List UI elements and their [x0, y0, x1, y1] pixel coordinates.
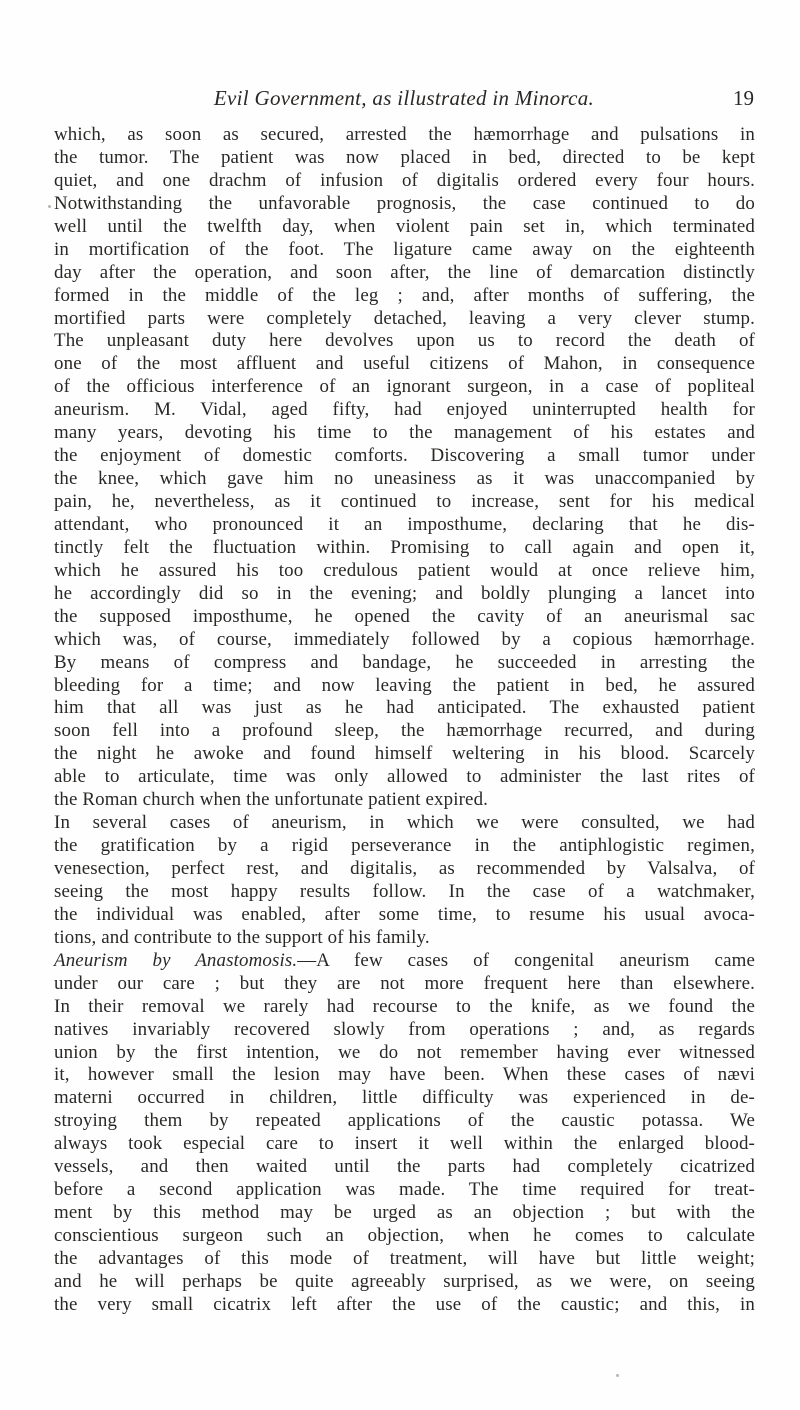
text-line [54, 950, 755, 973]
text-line: union by the first intention, we do not remember having ever witnessed [54, 1041, 755, 1063]
running-head [54, 86, 754, 110]
text-line: the supposed imposthume, he opened the cavity of an aneurismal sac [54, 605, 755, 627]
text-line: natives invariably recovered slowly from operations ; and, as regards [54, 1018, 755, 1040]
text-line: always took especial care to insert it well within the enlarged blood- [54, 1133, 755, 1155]
text-line: the individual was enabled, after some time, to resume his usual avoca- [54, 903, 755, 925]
text-line: materni occurred in children, little difficulty was experienced in de- [54, 1087, 755, 1109]
text-line: able to articulate, time was only allowed to administer the last rites of [54, 766, 755, 788]
text-line: mortified parts were completely detached, leaving a very clever stump. [54, 307, 755, 329]
paper-speck [616, 1374, 619, 1377]
text-line: day after the operation, and soon after, the line of demarcation distinctly [54, 261, 755, 283]
text-line: the advantages of this mode of treatment, will have but little weight; [54, 1247, 755, 1269]
text-line: tions, and contribute to the support of his family. [54, 926, 430, 948]
text-run: —A few cases of congenital aneurism came [297, 949, 755, 971]
text-line: the Roman church when the unfortunate patient expired. [54, 789, 489, 811]
text-line: the very small cicatrix left after the use of the caustic; and this, in [54, 1293, 755, 1315]
text-line: In their removal we rarely had recourse to the knife, as we found the [54, 995, 755, 1017]
text-line: well until the twelfth day, when violent pain set in, which terminated [54, 215, 755, 237]
text-line: under our care ; but they are not more frequent here than elsewhere. [54, 972, 755, 994]
text-line: aneurism. M. Vidal, aged fifty, had enjoyed uninterrupted health for [54, 399, 755, 421]
text-line: Notwithstanding the unfavorable prognosis, the case continued to do [54, 192, 755, 214]
text-line: bleeding for a time; and now leaving the patient in bed, he assured [54, 674, 755, 696]
text-line: quiet, and one drachm of infusion of digitalis ordered every four hours. [54, 169, 755, 191]
text-line: the gratification by a rigid perseverance in the antiphlogistic regimen, [54, 835, 755, 857]
text-line: which, as soon as secured, arrested the hæmorrhage and pulsations in [54, 124, 755, 145]
text-line: it, however small the lesion may have been. When these cases of nævi [54, 1064, 755, 1086]
text-line: many years, devoting his time to the management of his estates and [54, 422, 755, 444]
text-line: he accordingly did so in the evening; and boldly plunging a lancet into [54, 582, 755, 604]
text-line: the tumor. The patient was now placed in bed, directed to be kept [54, 146, 755, 168]
text-line: the night he awoke and found himself weltering in his blood. Scarcely [54, 743, 755, 765]
text-line: venesection, perfect rest, and digitalis, as recommended by Valsalva, of [54, 858, 755, 879]
text-line: before a second application was made. The time required for treat- [54, 1179, 755, 1201]
text-line: seeing the most happy results follow. In the case of a watchmaker, [54, 880, 755, 902]
paper-speck [48, 205, 51, 208]
text-line: ment by this method may be urged as an objection ; but with the [54, 1202, 755, 1224]
text-line: In several cases of aneurism, in which we were consulted, we had [54, 812, 755, 834]
text-line: conscientious surgeon such an objection, when he comes to calculate [54, 1225, 755, 1246]
text-line: soon fell into a profound sleep, the hæmorrhage recurred, and during [54, 720, 755, 742]
section-heading-anastomosis: Aneurism by Anastomosis. [54, 949, 298, 971]
text-line: which was, of course, immediately followed by a copious hæmorrhage. [54, 628, 755, 650]
text-line: By means of compress and bandage, he succeeded in arresting the [54, 651, 755, 673]
text-line: the knee, which gave him no uneasiness as it was unaccompanied by [54, 468, 755, 490]
text-line: one of the most affluent and useful citizens of Mahon, in consequence [54, 353, 755, 375]
running-title: Evil Government, as illustrated in Minorca. [213, 86, 595, 110]
text-line: stroying them by repeated applications of the caustic potassa. We [54, 1110, 755, 1132]
text-line: him that all was just as he had anticipated. The exhausted patient [54, 697, 755, 719]
text-line: in mortification of the foot. The ligature came away on the eighteenth [54, 238, 755, 260]
page-number: 19 [733, 86, 754, 110]
text-line: the enjoyment of domestic comforts. Discovering a small tumor under [54, 445, 755, 467]
text-line: The unpleasant duty here devolves upon us to record the death of [54, 330, 755, 352]
text-line: formed in the middle of the leg ; and, after months of suffering, the [54, 284, 755, 306]
body-text [54, 124, 755, 1317]
text-line: and he will perhaps be quite agreeably surprised, as we were, on seeing [54, 1270, 755, 1292]
text-line: of the officious interference of an ignorant surgeon, in a case of popliteal [54, 376, 755, 398]
text-line: attendant, who pronounced it an imposthume, declaring that he dis- [54, 513, 755, 535]
text-line: vessels, and then waited until the parts had completely cicatrized [54, 1156, 755, 1178]
text-line: which he assured his too credulous patient would at once relieve him, [54, 559, 755, 581]
text-line: tinctly felt the fluctuation within. Promising to call again and open it, [54, 536, 755, 558]
text-line: pain, he, nevertheless, as it continued to increase, sent for his medical [54, 491, 755, 512]
